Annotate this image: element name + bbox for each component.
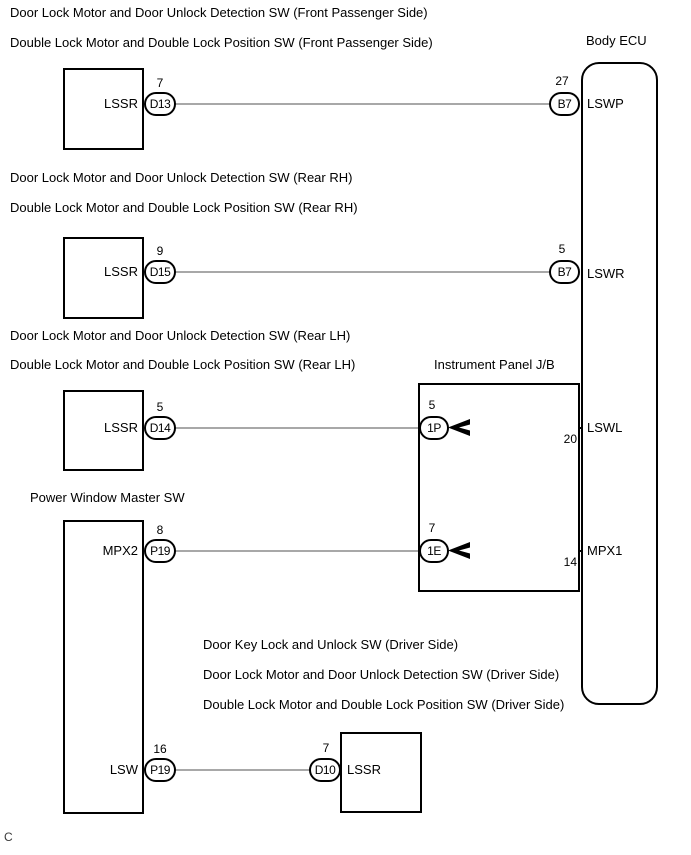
signal-lswp: LSWP	[587, 96, 624, 111]
label-rear-rh-line1: Door Lock Motor and Door Unlock Detection SW (Rear RH)	[10, 170, 353, 185]
pin-number-p19-bottom: 16	[153, 742, 167, 756]
label-power-window-master-sw: Power Window Master SW	[30, 490, 185, 505]
block-body-ecu	[581, 62, 658, 705]
label-front-passenger-line1: Door Lock Motor and Door Unlock Detection SW (Front Passenger Side)	[10, 5, 428, 20]
label-rear-lh-line1: Door Lock Motor and Door Unlock Detection SW (Rear LH)	[10, 328, 351, 343]
jb-connection-arrow-icon	[448, 419, 470, 436]
pin-number-d15: 9	[156, 244, 164, 258]
label-rear-lh-line2: Double Lock Motor and Double Lock Position SW (Rear LH)	[10, 357, 356, 372]
connector-b7-top: B7	[549, 92, 580, 116]
connector-1e: 1E	[419, 539, 449, 563]
page-marker: C	[4, 830, 13, 844]
connector-d13: D13	[144, 92, 176, 116]
ecu-pin-20: 20	[563, 432, 577, 446]
block-label-lssr-rr: LSSR	[104, 264, 138, 279]
block-label-mpx2: MPX2	[102, 543, 138, 558]
pin-number-b7-mid: 5	[558, 242, 566, 256]
wire-p19-1e	[160, 550, 432, 552]
pin-number-b7-top: 27	[555, 74, 569, 88]
pin-number-d13: 7	[156, 76, 164, 90]
block-label-lssr-fp: LSSR	[104, 96, 138, 111]
label-driver-side-line1: Door Key Lock and Unlock SW (Driver Side)	[203, 637, 459, 652]
wire-d13-b7	[160, 103, 560, 105]
connector-p19-bottom: P19	[144, 758, 176, 782]
wire-d14-1p	[160, 427, 432, 429]
signal-lswr: LSWR	[587, 266, 625, 281]
connector-d14: D14	[144, 416, 176, 440]
ecu-pin-14: 14	[563, 555, 577, 569]
label-body-ecu: Body ECU	[586, 33, 647, 48]
label-driver-side-line2: Door Lock Motor and Door Unlock Detection SW (Driver Side)	[203, 667, 560, 682]
block-label-lssr-driver: LSSR	[347, 762, 381, 777]
signal-mpx1: MPX1	[587, 543, 623, 558]
connector-d10: D10	[309, 758, 341, 782]
wire-p19-d10	[160, 769, 330, 771]
label-instrument-panel-jb: Instrument Panel J/B	[434, 357, 555, 372]
pin-number-1p: 5	[428, 398, 436, 412]
connector-1p: 1P	[419, 416, 449, 440]
pin-number-d14: 5	[156, 400, 164, 414]
label-driver-side-line3: Double Lock Motor and Double Lock Position SW (Driver Side)	[203, 697, 565, 712]
block-label-lssr-rl: LSSR	[104, 420, 138, 435]
wire-d15-b7	[160, 271, 560, 273]
connector-p19-top: P19	[144, 539, 176, 563]
signal-lswl: LSWL	[587, 420, 623, 435]
pin-number-d10: 7	[322, 741, 330, 755]
label-front-passenger-line2: Double Lock Motor and Double Lock Position SW (Front Passenger Side)	[10, 35, 433, 50]
connector-b7-mid: B7	[549, 260, 580, 284]
block-label-lsw: LSW	[109, 762, 138, 777]
label-rear-rh-line2: Double Lock Motor and Double Lock Position SW (Rear RH)	[10, 200, 358, 215]
connector-d15: D15	[144, 260, 176, 284]
pin-number-1e: 7	[428, 521, 436, 535]
jb-connection-arrow-icon	[448, 542, 470, 559]
pin-number-p19-top: 8	[156, 523, 164, 537]
